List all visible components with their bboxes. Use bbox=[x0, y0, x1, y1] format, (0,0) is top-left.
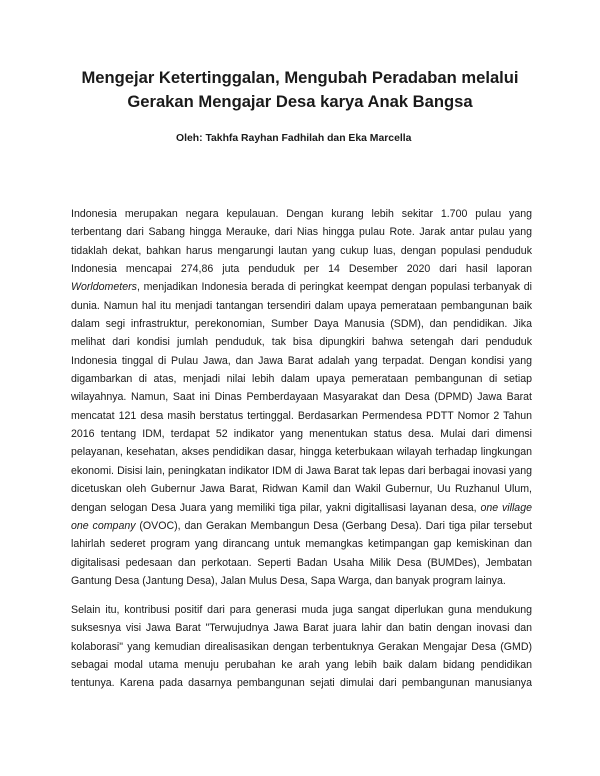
paragraph-line: lahirlah sederet program yang dirancang untuk memangkas ketimpangan gap kemiskinan dan bbox=[71, 538, 532, 551]
italic-phrase: one company bbox=[71, 519, 136, 532]
paragraph-line: digambarkan di atas, menjadi nilai lebih dalam upaya pemerataan pembangunan di setiap bbox=[71, 373, 532, 386]
body-paragraph-2 bbox=[71, 601, 532, 693]
paragraph-line: Gantung Desa (Jantung Desa), Jalan Mulus Desa, Sapa Warga, dan banyak program lainya. bbox=[71, 574, 506, 587]
paragraph-line: Selain itu, kontribusi positif dari para generasi muda juga sangat diperlukan guna mendukung bbox=[71, 604, 532, 616]
paragraph-line: tidaklah dekat, bahkan harus mengarungi lautan yang cukup luas, dengan populasi penduduk bbox=[71, 244, 532, 257]
italic-phrase: one village bbox=[480, 501, 532, 514]
paragraph-line: terbentang dari Sabang hingga Merauke, dari Nias hingga pulau Rote. Jarak antar pulau yang bbox=[71, 226, 532, 239]
paragraph-line: Indonesia merupakan negara kepulauan. Dengan kurang lebih sekitar 1.700 pulau yang bbox=[71, 208, 532, 220]
paragraph-line: Indonesia mencapai 274,86 juta penduduk per 14 Desember 2020 dari hasil laporan bbox=[71, 263, 532, 276]
paragraph-line: dicetuskan oleh Gubernur Jawa Barat, Ridwan Kamil dan Wakil Gubernur, Uu Ruzhanul Ulum, bbox=[71, 483, 532, 496]
paragraph-line: dunia. Namun hal itu menjadi tantangan tersendiri dalam upaya pemerataan pembangunan baik bbox=[71, 299, 532, 312]
paragraph-line: Indonesia tinggal di Pulau Jawa, dan Jawa Barat adalah yang terpadat. Dengan kondisi yang bbox=[71, 354, 532, 367]
paragraph-line: 2016 tentang IDM, terdapat 52 indikator yang menentukan status desa. Mulai dari dimensi bbox=[71, 428, 532, 441]
paragraph-line: wilayahnya. Namun, Saat ini Dinas Pemberdayaan Masyarakat dan Desa (DPMD) Jawa Barat bbox=[71, 391, 532, 404]
paragraph-line: dengan selogan Desa Juara yang memiliki tiga pilar, yakni digitallisasi layanan desa, one village bbox=[71, 501, 532, 514]
author-byline: Oleh: Takhfa Rayhan Fadhilah dan Eka Marcella bbox=[176, 133, 412, 144]
paragraph-line: suksesnya visi Jawa Barat "Terwujudnya Jawa Barat juara lahir dan batin dengan inovasi dan bbox=[71, 622, 532, 635]
italic-phrase: Worldometers bbox=[71, 281, 137, 294]
paragraph-line: digitalisasi pedesaan dan perkotaan. Seperti Badan Usaha Milik Desa (BUMDes), Jembatan bbox=[71, 556, 532, 569]
title-line-2: Gerakan Mengajar Desa karya Anak Bangsa bbox=[127, 92, 473, 111]
paragraph-line: one company (OVOC), dan Gerakan Membangun Desa (Gerbang Desa). Dari tiga pilar tersebut bbox=[71, 519, 532, 532]
title-line-1: Mengejar Ketertinggalan, Mengubah Peradaban melalui bbox=[81, 68, 519, 87]
paragraph-line: Worldometers, menjadikan Indonesia berada di peringkat keempat dengan populasi terbanyak di bbox=[71, 281, 532, 294]
paragraph-line: mencatat 121 desa masih berstatus tertinggal. Berdasarkan Permendesa PDTT Nomor 2 Tahun bbox=[71, 409, 532, 422]
paragraph-line: kolaborasi" yang kemudian direalisasikan dengan terbentuknya Gerakan Mengajar Desa (GMD) bbox=[71, 640, 532, 653]
paragraph-line: ekonomi. Disisi lain, peningkatan indikator IDM di Jawa Barat tak lepas dari berbagai inovasi yang bbox=[71, 464, 532, 477]
document-title bbox=[40, 66, 560, 114]
paragraph-line: pelayanan, kesehatan, akses pendidikan dasar, hingga keterbukaan wilayah terhadap lingkungan bbox=[71, 446, 532, 459]
paragraph-line: dalam segi infrastruktur, perekonomian, Sumber Daya Manusia (SDM), dan pendidikan. Jika bbox=[71, 318, 532, 331]
paragraph-line: tentunya. Karena pada dasarnya pembangunan sejati dimulai dari pembangunan manusianya bbox=[71, 677, 532, 690]
paragraph-line: melihat dari kondisi jumlah penduduk, tak bisa dipungkiri bahwa setengah dari penduduk bbox=[71, 336, 532, 349]
paragraph-line: sebagai modal utama menuju perubahan ke arah yang lebih baik dalam bidang pendidikan bbox=[71, 659, 532, 672]
body-paragraph-1 bbox=[71, 205, 532, 590]
